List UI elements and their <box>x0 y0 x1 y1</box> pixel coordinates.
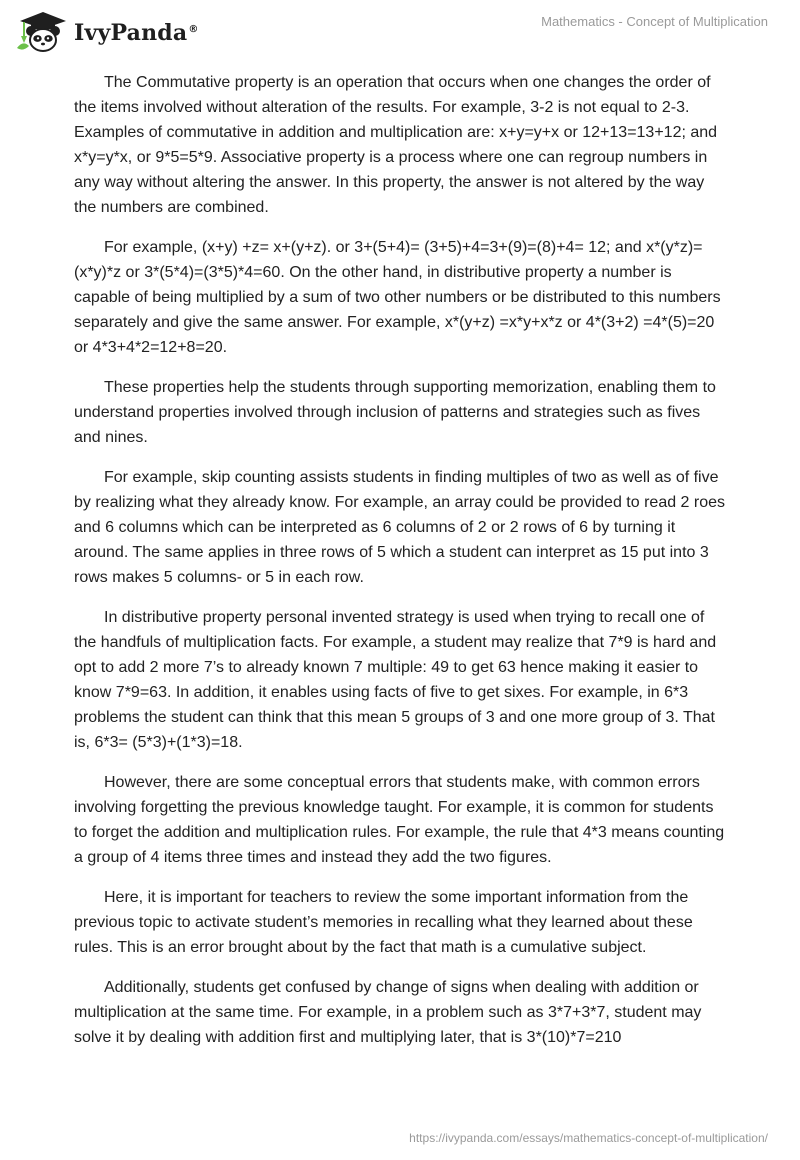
paragraph: In distributive property personal invented strategy is used when trying to recall one of the handfuls of multiplication facts. For example, a student may realize that 7*9 is hard and opt to add 2 more 7’s to already known 7 multiple: 49 to get 63 hence making it easier to know 7*9=63. In addition, it enables using facts of five to get sixes. For example, in 6*3 problems the student can think that this mean 5 groups of 3 and one more group of 3. That is, 6*3= (5*3)+(1*3)=18. <box>74 609 717 751</box>
paragraph: Additionally, students get confused by change of signs when dealing with addition or multiplication at the same time. For example, in a problem such as 3*7+3*7, student may solve it by dealing with addition first and multiplying later, that is 3*(10)*7=210 <box>74 979 702 1046</box>
paragraph: Here, it is important for teachers to review the some important information from the previous topic to activate student’s memories in recalling what they learned about these rules. This is an error brought about by the fact that math is a cumulative subject. <box>74 889 693 956</box>
panda-graduate-icon <box>14 10 72 54</box>
document-title: Mathematics - Concept of Multiplication <box>541 14 768 29</box>
paragraph: For example, (x+y) +z= x+(y+z). or 3+(5+4)= (3+5)+4=3+(9)=(8)+4= 12; and x*(y*z)= (x*y)*z or 3*(5*4)=(3*5)*4=60. On the other hand, in distributive property a number is capable of being multiplied by a sum of two other numbers or be distributed to this numbers separately and give the same answer. For example, x*(y+z) =x*y+x*z or 4*(3+2) =4*(5)=20 or 4*3+4*2=12+8=20. <box>74 239 721 356</box>
page-header <box>0 0 800 60</box>
paragraph: For example, skip counting assists students in finding multiples of two as well as of five by realizing what they already know. For example, an array could be provided to read 2 roes and 6 columns which can be interpreted as 6 columns of 2 or 2 rows of 6 by turning it around. The same applies in three rows of 5 which a student can interpret as 15 put into 3 rows makes 5 columns- or 5 in each row. <box>74 469 726 586</box>
ivypanda-logo[interactable] <box>14 10 199 54</box>
brand-name: IvyPanda® <box>74 20 199 46</box>
paragraph: The Commutative property is an operation that occurs when one changes the order of the items involved without alteration of the results. For example, 3-2 is not equal to 2-3. Examples of commutative in addition and multiplication are: x+y=y+x or 12+13=13+12; and x*y=y*x, or 9*5=5*9. Associative property is a process where one can regroup numbers in any way without altering the answer. In this property, the answer is not altered by the way the numbers are combined. <box>74 74 718 216</box>
paragraph: These properties help the students through supporting memorization, enabling them to understand properties involved through inclusion of patterns and strategies such as fives and nines. <box>74 379 716 446</box>
essay-body <box>74 70 728 1065</box>
paragraph: However, there are some conceptual errors that students make, with common errors involving forgetting the previous knowledge taught. For example, it is common for students to forget the addition and multiplication rules. For example, the rule that 4*3 means counting a group of 4 items three times and instead they add the two figures. <box>74 774 725 866</box>
source-url[interactable]: https://ivypanda.com/essays/mathematics-concept-of-multiplication/ <box>409 1131 768 1145</box>
registered-mark: ® <box>188 23 199 35</box>
